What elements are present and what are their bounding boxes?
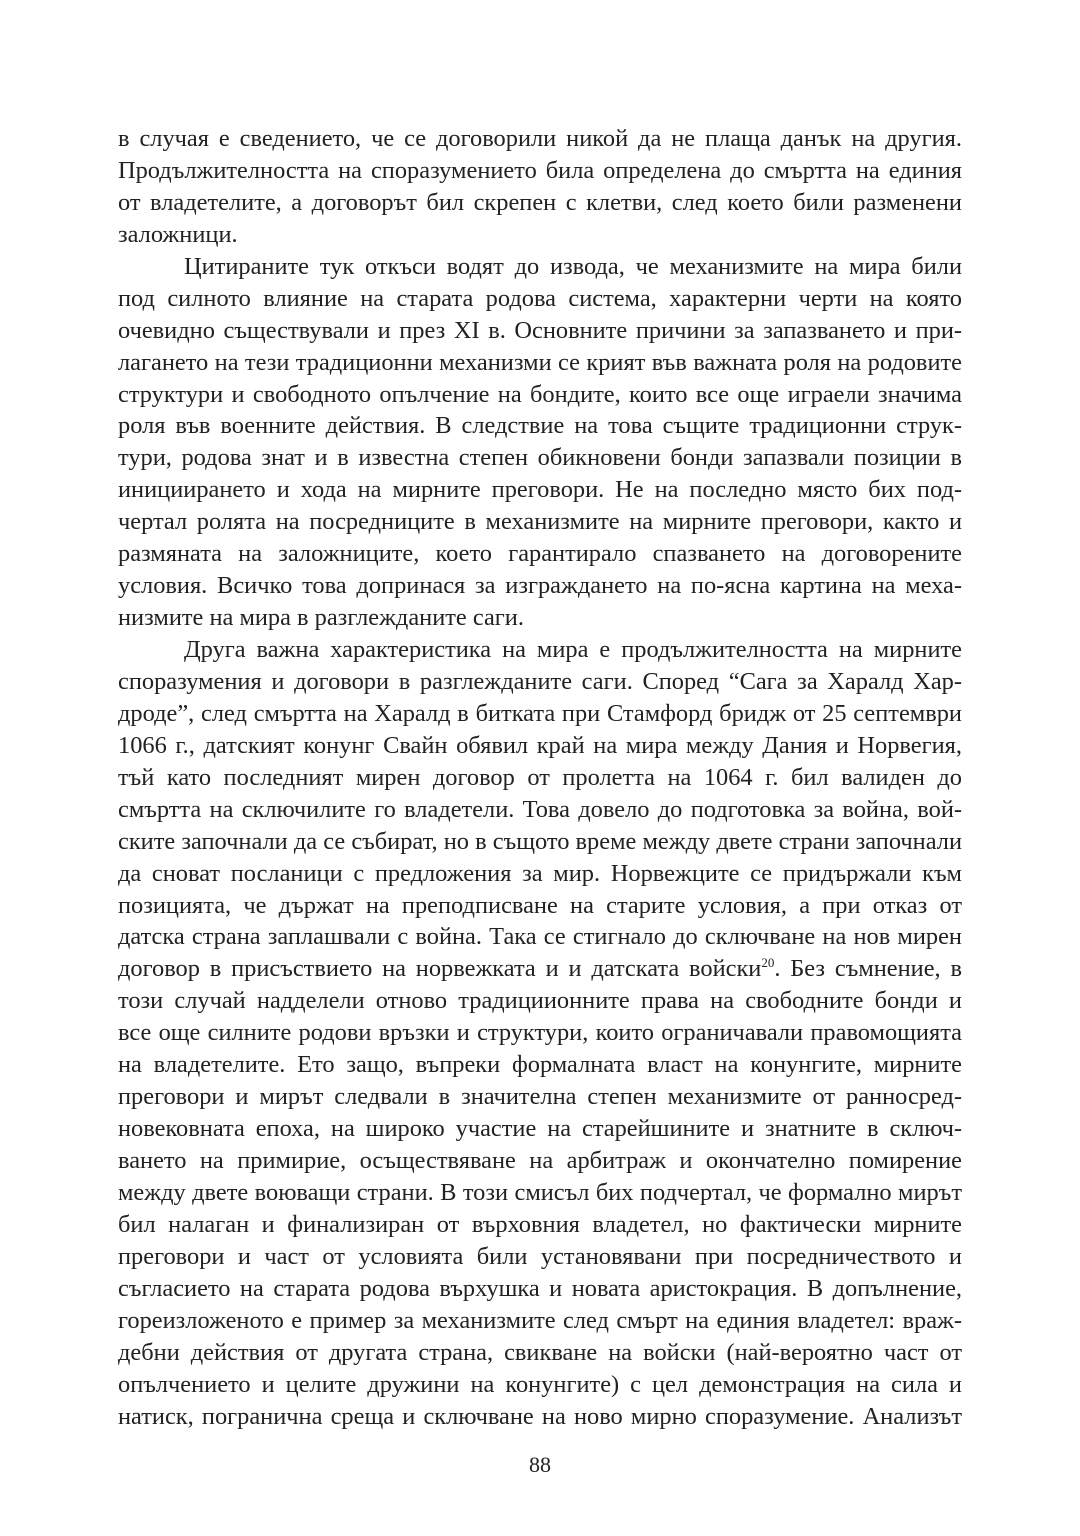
text-line: да сноват посланици с предложения за мир. Норвежците се придържали към bbox=[118, 859, 962, 887]
text-line: смъртта на сключилите го владетели. Това довело до подготовка за война, вой- bbox=[118, 795, 962, 823]
text-line: роля във военните действия. В следствие на това същите традиционни струк- bbox=[118, 412, 962, 440]
text-line: чертал ролята на посредниците в механизмите на мирните преговори, както и bbox=[118, 508, 962, 536]
text-line: тъй като последният мирен договор от пролетта на 1064 г. бил валиден до bbox=[118, 763, 962, 791]
body-text bbox=[118, 123, 962, 1432]
text-line: лагането на тези традиционни механизми се крият във важната роля на родовите bbox=[118, 348, 962, 376]
text-line: натиск, погранична среща и сключване на ново мирно споразумение. Анализът bbox=[118, 1402, 962, 1430]
text-line: позицията, че държат на преподписване на старите условия, а при отказ от bbox=[118, 891, 962, 919]
text-line: заложници. bbox=[118, 220, 238, 248]
text-line: размяната на заложниците, което гарантирало спазването на договорените bbox=[118, 540, 962, 568]
text-line: ските започнали да се събират, но в същото време между двете страни започнали bbox=[118, 827, 962, 855]
text-line: съгласието на старата родова върхушка и новата аристокрация. В допълнение, bbox=[118, 1274, 962, 1302]
text-line: 1066 г., датският конунг Свайн обявил край на мира между Дания и Норвегия, bbox=[118, 731, 962, 759]
paragraph bbox=[118, 251, 962, 634]
text-line: структури и свободното опълчение на бондите, които все още играели значима bbox=[118, 380, 962, 408]
text-line: все още силните родови връзки и структури, които ограничавали правомощията bbox=[118, 1019, 962, 1047]
page-number: 88 bbox=[529, 1452, 551, 1477]
text-line: този случай надделели отново традициионните права на свободните бонди и bbox=[118, 987, 962, 1015]
text-line: под силното влияние на старата родова система, характерни черти на която bbox=[118, 284, 962, 312]
footnote-reference[interactable]: 20 bbox=[761, 955, 775, 971]
text-line: низмите на мира в разглежданите саги. bbox=[118, 604, 524, 632]
text-line: датска страна заплашвали с война. Така се стигнало до сключване на нов мирен bbox=[118, 923, 962, 951]
text-line: гореизложеното е пример за механизмите след смърт на единия владетел: враж- bbox=[118, 1306, 962, 1334]
text-line: Друга важна характеристика на мира е продължителността на мирните bbox=[184, 636, 962, 663]
text-line: между двете воюващи страни. В този смисъл бих подчертал, че формално мирът bbox=[118, 1178, 962, 1206]
text-line: на владетелите. Ето защо, въпреки формалната власт на конунгите, мирните bbox=[118, 1051, 962, 1079]
text-segment: . Без съмнение, в bbox=[774, 955, 963, 983]
text-line: условия. Всичко това допринася за изграждането на по-ясна картина на меха- bbox=[118, 572, 962, 600]
text-line: инициирането и хода на мирните преговори. Не на последно място бих под- bbox=[118, 476, 962, 504]
text-line: Продължителността на споразумението била определена до смъртта на единия bbox=[118, 156, 962, 184]
text-line: от владетелите, а договорът бил скрепен с клетви, след което били разменени bbox=[118, 188, 962, 216]
text-line-with-footnote bbox=[118, 953, 962, 985]
text-line: споразумения и договори в разглежданите саги. Според “Сага за Харалд Хар- bbox=[118, 667, 962, 695]
text-line: дебни действия от другата страна, свикване на войски (най-вероятно част от bbox=[118, 1338, 962, 1366]
text-line: опълчението и целите дружини на конунгите) с цел демонстрация на сила и bbox=[118, 1370, 962, 1398]
text-line: новековната епоха, на широко участие на старейшините и знатните в сключ- bbox=[118, 1115, 962, 1143]
text-line: очевидно съществували и през XI в. Основните причини за запазването и при- bbox=[118, 316, 962, 344]
text-segment: договор в присъствието на норвежката и и датската войски bbox=[118, 955, 762, 983]
text-line: Цитираните тук откъси водят до извода, че механизмите на мира били bbox=[184, 252, 962, 280]
text-line: преговори и мирът следвали в значителна степен механизмите от ранносред- bbox=[118, 1083, 962, 1111]
text-line: тури, родова знат и в известна степен обикновени бонди запазвали позиции в bbox=[118, 444, 962, 472]
text-line: преговори и част от условията били установявани при посредничеството и bbox=[118, 1242, 962, 1270]
paragraph bbox=[118, 634, 962, 1432]
text-line: ването на примирие, осъществяване на арбитраж и окончателно помирение bbox=[118, 1147, 962, 1174]
text-line: бил налаган и финализиран от върховния владетел, но фактически мирните bbox=[118, 1210, 962, 1238]
paragraph bbox=[118, 123, 962, 251]
text-line: в случая е сведението, че се договорили никой да не плаща данък на другия. bbox=[118, 125, 962, 152]
text-line: дроде”, след смъртта на Харалд в битката при Стамфорд бридж от 25 септември bbox=[118, 699, 962, 727]
